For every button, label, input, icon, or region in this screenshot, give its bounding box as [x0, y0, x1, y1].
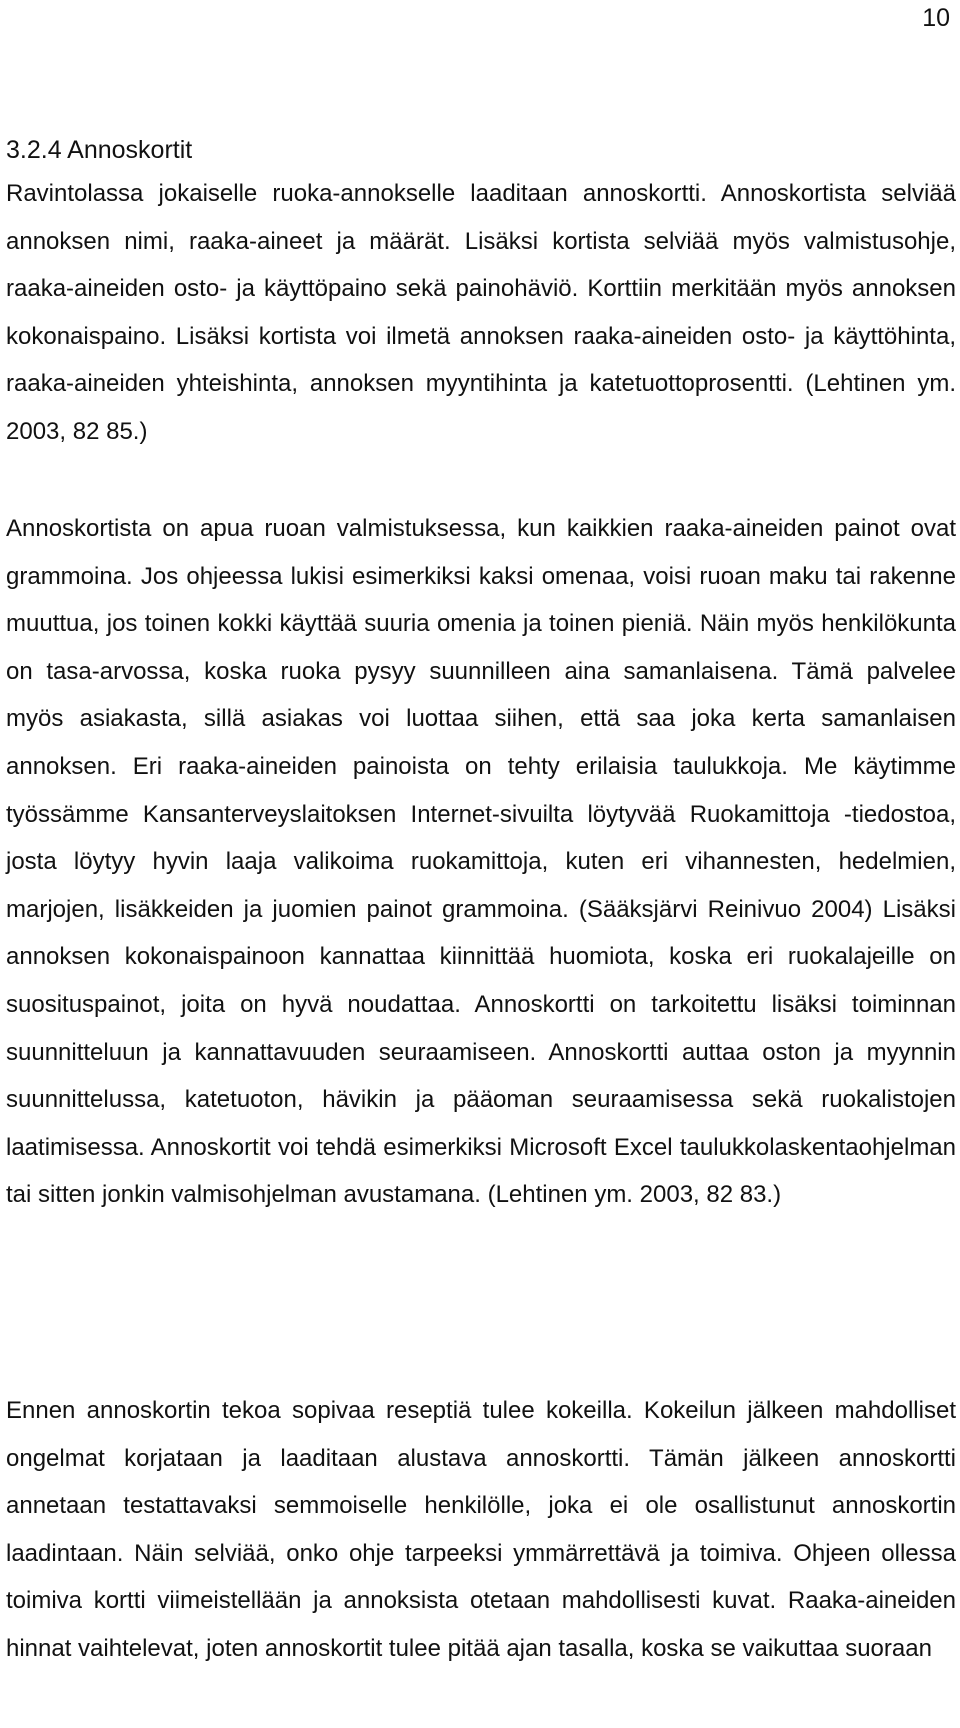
paragraph-2: Annoskortista on apua ruoan valmistuksessa, kun kaikkien raaka-aineiden painot ovat grammoina. Jos ohjeessa lukisi esimerkiksi kaksi omenaa, voisi ruoan maku tai rakenne muuttua, jos toinen kokki käyttää suuria omenia ja toinen pieniä. Näin myös henkilökunta on tasa-arvossa, koska ruoka pysyy suunnilleen aina samanlaisena. Tämä palvelee myös asiakasta, sillä asiakas voi luottaa siihen, että saa joka kerta samanlaisen annoksen. Eri raaka-aineiden painoista on tehty erilaisia taulukkoja. Me käytimme työssämme Kansanterveyslaitoksen Internet-sivuilta löytyvää Ruokamittoja -tiedostoa, josta löytyy hyvin laaja valikoima ruokamittoja, kuten eri vihannesten, hedelmien, marjojen, lisäkkeiden ja juomien painot grammoina. (Sääksjärvi Reinivuo 2004) Lisäksi annoksen kokonaispainoon kannattaa kiinnittää huomiota, koska eri ruokalajeille on suosituspainot, joita on hyvä noudattaa. Annoskortti on tarkoitettu lisäksi toiminnan suunnitteluun ja kannattavuuden seuraamiseen. Annoskortti auttaa oston ja myynnin suunnittelussa, katetuoton, hävikin ja pääoman seuraamisessa sekä ruokalistojen laatimisessa. Annoskortit voi tehdä esimerkiksi Microsoft Excel taulukkolaskentaohjelman tai sitten jonkin valmisohjelman avustamana. (Lehtinen ym. 2003, 82 83.) [6, 515, 956, 1209]
section-heading: 3.2.4 Annoskortit [6, 136, 193, 164]
paragraph-3: Ennen annoskortin tekoa sopivaa reseptiä tulee kokeilla. Kokeilun jälkeen mahdolliset ongelmat korjataan ja laaditaan alustava annoskortti. Tämän jälkeen annoskortti annetaan testattavaksi semmoiselle henkilölle, joka ei ole osallistunut annoskortin laadintaan. Näin selviää, onko ohje tarpeeksi ymmärrettävä ja toimiva. Ohjeen ollessa toimiva kortti viimeistellään ja annoksista otetaan mahdollisesti kuvat. Raaka-aineiden hinnat vaihtelevat, joten annoskortit tulee pitää ajan tasalla, koska se vaikuttaa suoraan [6, 1397, 956, 1662]
page-number: 10 [922, 4, 950, 32]
paragraph-1: Ravintolassa jokaiselle ruoka-annokselle laaditaan annoskortti. Annoskortista selviää annoksen nimi, raaka-aineet ja määrät. Lisäksi kortista selviää myös valmistusohje, raaka-aineiden osto- ja käyttöpaino sekä painohäviö. Korttiin merkitään myös annoksen kokonaispaino. Lisäksi kortista voi ilmetä annoksen raaka-aineiden osto- ja käyttöhinta, raaka-aineiden yhteishinta, annoksen myyntihinta ja katetuottoprosentti. (Lehtinen ym. 2003, 82 85.) [6, 180, 956, 445]
